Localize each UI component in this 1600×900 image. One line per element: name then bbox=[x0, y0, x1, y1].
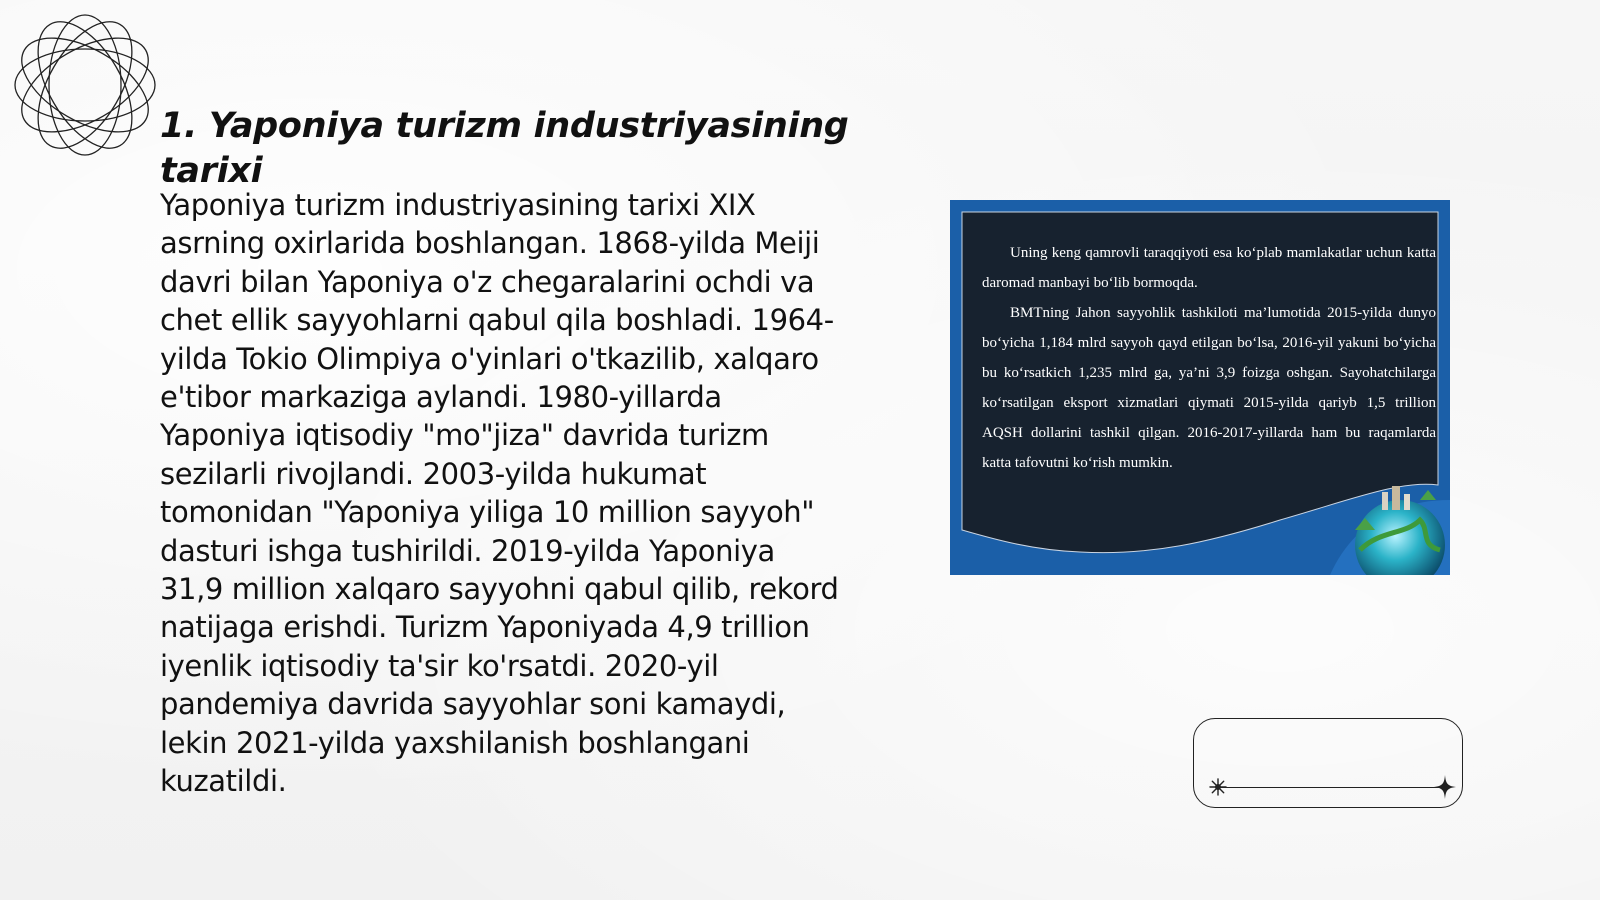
panel-text bbox=[982, 238, 1436, 478]
sparkle-icon bbox=[1434, 775, 1456, 799]
circle-ornament-icon bbox=[8, 8, 162, 162]
slide-body-text: Yaponiya turizm industriyasining tarixi XIX asrning oxirlarida boshlangan. 1868-yilda Meiji davri bilan Yaponiya o'z chegaralarini ochdi va chet ellik sayyohlarni qabul qila boshladi. 1964-yilda Tokio Olimpiya o'yinlari o'tkazilib, xalqaro e'tibor markaziga aylandi. 1980-yillarda Yaponiya iqtisodiy "mo"jiza" davrida turizm sezilarli rivojlandi. 2003-yilda hukumat tomonidan "Yaponiya yiliga 10 million sayyoh" dasturi ishga tushirildi. 2019-yilda Yaponiya 31,9 million xalqaro sayyohni qabul qilib, rekord natijaga erishdi. Turizm Yaponiyada 4,9 trillion iyenlik iqtisodiy ta'sir ko'rsatdi. 2020-yil pandemiya davrida sayyohlar soni kamaydi, lekin 2021-yilda yaxshilanish boshlangani kuzatildi. bbox=[160, 188, 839, 799]
caption-divider bbox=[1218, 787, 1442, 788]
caption-box bbox=[1193, 718, 1463, 808]
slide-title: 1. Yaponiya turizm industriyasining tarixi bbox=[160, 106, 849, 191]
panel-paragraph-1: Uning keng qamrovli taraqqiyoti esa ko‘plab mamlakatlar uchun katta daromad manbayi bo‘lib bormoqda. bbox=[982, 245, 1436, 291]
starburst-icon bbox=[1209, 778, 1227, 796]
panel-paragraph-2: BMTning Jahon sayyohlik tashkiloti ma’lumotida 2015-yilda dunyo bo‘yicha 1,184 mlrd sayyoh qayd etilgan bo‘lsa, 2016-yil yakuni bo‘yicha bu ko‘rsatkich 1,235 mlrd ga, ya’ni 3,9 foizga oshgan. Sayohatchilarga ko‘rsatilgan eksport xizmatlari qiymati 2015-yilda qariyb 1,5 trillion AQSH dollarini tashkil qilgan. 2016-2017-yillarda ham bu raqamlarda katta tafovutni ko‘rish mumkin. bbox=[982, 305, 1436, 471]
image-panel bbox=[950, 200, 1450, 575]
